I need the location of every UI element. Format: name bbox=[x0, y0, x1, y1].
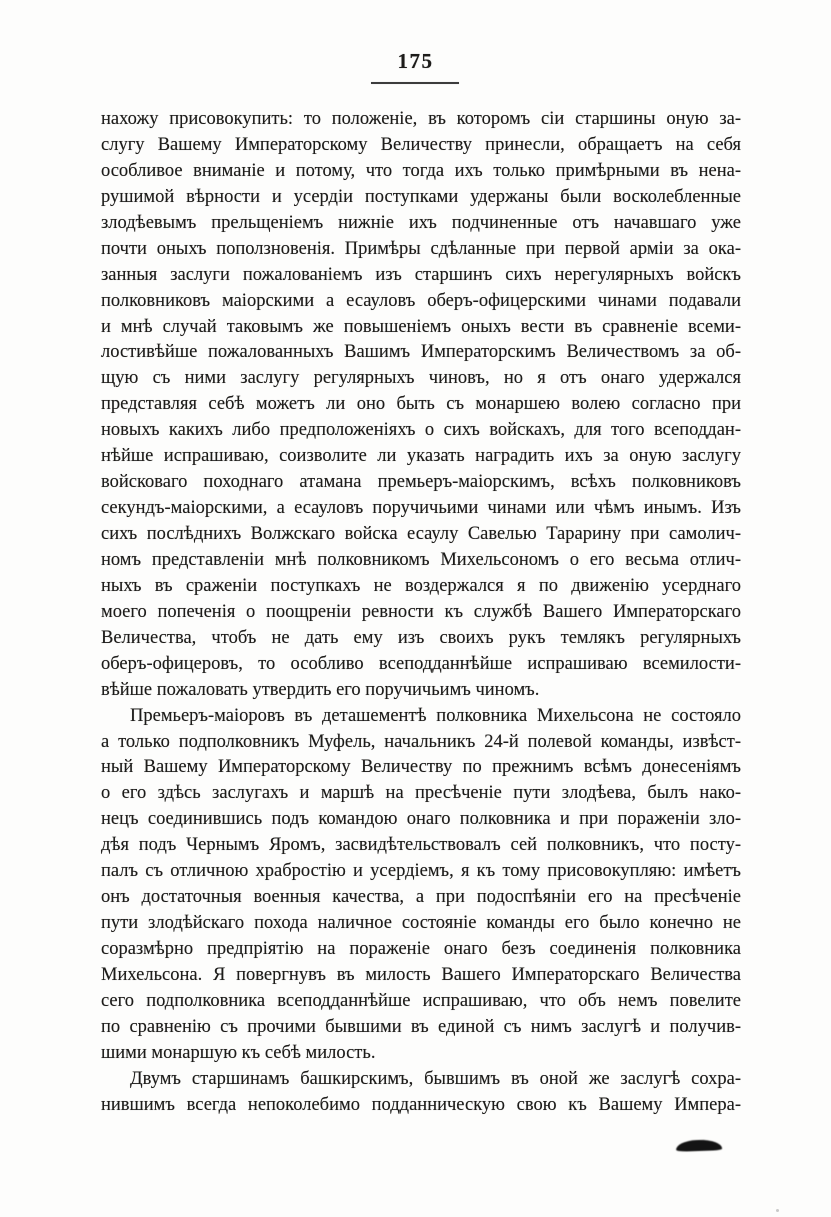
text-line: моего попеченія о поощреніи ревности къ службѣ Вашего Императорскаго bbox=[101, 601, 741, 622]
text-line: ный Вашему Императорскому Величеству по прежнимъ всѣмъ донесеніямъ bbox=[101, 757, 741, 778]
text-line: новыхъ какихъ либо предположеніяхъ о сихъ войскахъ, для того всеподдан- bbox=[101, 420, 741, 441]
text-line: соразмѣрно предпріятію на пораженіе онаго безъ соединенія полковника bbox=[101, 939, 741, 959]
text-line: сихъ послѣднихъ Волжскаго войска есаулу Савелью Тарарину при самолич- bbox=[101, 524, 741, 544]
text-line: Премьеръ-маіоровъ въ деташементѣ полковника Михельсона не состояло bbox=[130, 705, 741, 726]
text-line: оберъ-офицеровъ, то особливо всеподданнѣйше испрашиваю всемилости- bbox=[101, 653, 741, 674]
text-line: а только подполковникъ Муфель, начальникъ 24-й полевой команды, извѣст- bbox=[101, 731, 741, 752]
text-line: сего подполковника всеподданнѣйше испрашиваю, что объ немъ повелите bbox=[101, 990, 741, 1011]
text-line: щую съ ними заслугу регулярныхъ чиновъ, но я отъ онаго удержался bbox=[101, 368, 741, 389]
text-line: номъ представленіи мнѣ полковникомъ Михельсономъ о его весьма отлич- bbox=[101, 549, 741, 570]
text-line: почти оныхъ поползновенія. Примѣры сдѣланные при первой арміи за ока- bbox=[101, 238, 741, 259]
header-rule bbox=[371, 82, 459, 84]
text-line: Величества, чтобъ не дать ему изъ своихъ рукъ темлякъ регулярныхъ bbox=[101, 627, 741, 648]
text-line: палъ съ отличною храбростію и усердіемъ, я къ тому присовокупляю: имѣетъ bbox=[101, 861, 741, 882]
text-line: Михельсона. Я повергнувъ въ милость Вашего Императорскаго Величества bbox=[101, 964, 741, 985]
text-line: злодѣевымъ прельщеніемъ нижніе ихъ подчиненные отъ начавшаго уже bbox=[101, 212, 741, 233]
text-line: слугу Вашему Императорскому Величеству принесли, обращаетъ на себя bbox=[101, 134, 741, 155]
ink-smudge bbox=[676, 1139, 722, 1152]
text-line: нецъ соединившись подъ командою онаго полковника и при пораженіи зло- bbox=[101, 809, 741, 830]
text-line: дѣя подъ Чернымъ Яромъ, засвидѣтельствовалъ сей полковникъ, что посту- bbox=[101, 835, 741, 856]
text-line: о его здѣсь заслугахъ и маршѣ на пресѣченіе пути злодѣева, былъ нако- bbox=[101, 783, 741, 804]
text-line: лостивѣйше пожалованныхъ Вашимъ Императорскимъ Величествомъ за об- bbox=[101, 342, 741, 363]
text-line: полковниковъ маіорскими а есауловъ оберъ-офицерскими чинами подавали bbox=[101, 290, 741, 311]
text-line: ныхъ въ сраженіи поступкахъ не воздержался я по движенію усерднаго bbox=[101, 575, 741, 596]
text-line: Двумъ старшинамъ башкирскимъ, бывшимъ въ оной же заслугѣ сохра- bbox=[130, 1068, 741, 1089]
paper-speck bbox=[776, 1209, 779, 1212]
text-line: шими монаршую къ себѣ милость. bbox=[101, 1042, 376, 1063]
text-line: занныя заслуги пожалованіемъ изъ старшинъ сихъ нерегулярныхъ войскъ bbox=[101, 264, 741, 285]
text-line: нившимъ всегда непоколебимо подданническую свою къ Вашему Импера- bbox=[101, 1094, 741, 1115]
text-line: особливое вниманіе и потому, что тогда ихъ только примѣрными въ нена- bbox=[101, 160, 741, 181]
text-line: рушимой вѣрности и усердіи поступками удержаны были восколебленные bbox=[101, 186, 741, 207]
page-number: 175 bbox=[397, 49, 434, 73]
text-line: вѣйше пожаловать утвердить его поручичьимъ чиномъ. bbox=[101, 679, 540, 700]
text-line: представляя себѣ можетъ ли оно быть съ монаршею волею согласно при bbox=[101, 394, 741, 415]
text-line: войсковаго походнаго атамана премьеръ-маіорскимъ, всѣхъ полковниковъ bbox=[101, 472, 741, 493]
text-line: нѣйше испрашиваю, соизволите ли указать наградить ихъ за оную заслугу bbox=[101, 446, 741, 467]
text-line: и мнѣ случай таковымъ же повышеніемъ оныхъ вести въ сравненіе всеми- bbox=[101, 316, 741, 337]
page-body bbox=[101, 107, 741, 1119]
text-line: нахожу присовокупить: то положеніе, въ которомъ сіи старшины оную за- bbox=[101, 109, 741, 129]
text-line: онъ достаточныя военныя качества, а при подоспѣяніи его на пресѣченіе bbox=[101, 887, 741, 908]
text-line: по сравненію съ прочими бывшими въ единой съ нимъ заслугѣ и получив- bbox=[101, 1016, 741, 1037]
text-line: пути злодѣйскаго похода наличное состояніе команды его было конечно не bbox=[101, 913, 741, 934]
text-line: секундъ-маіорскими, а есауловъ поручичьими чинами или чѣмъ инымъ. Изъ bbox=[101, 498, 741, 519]
